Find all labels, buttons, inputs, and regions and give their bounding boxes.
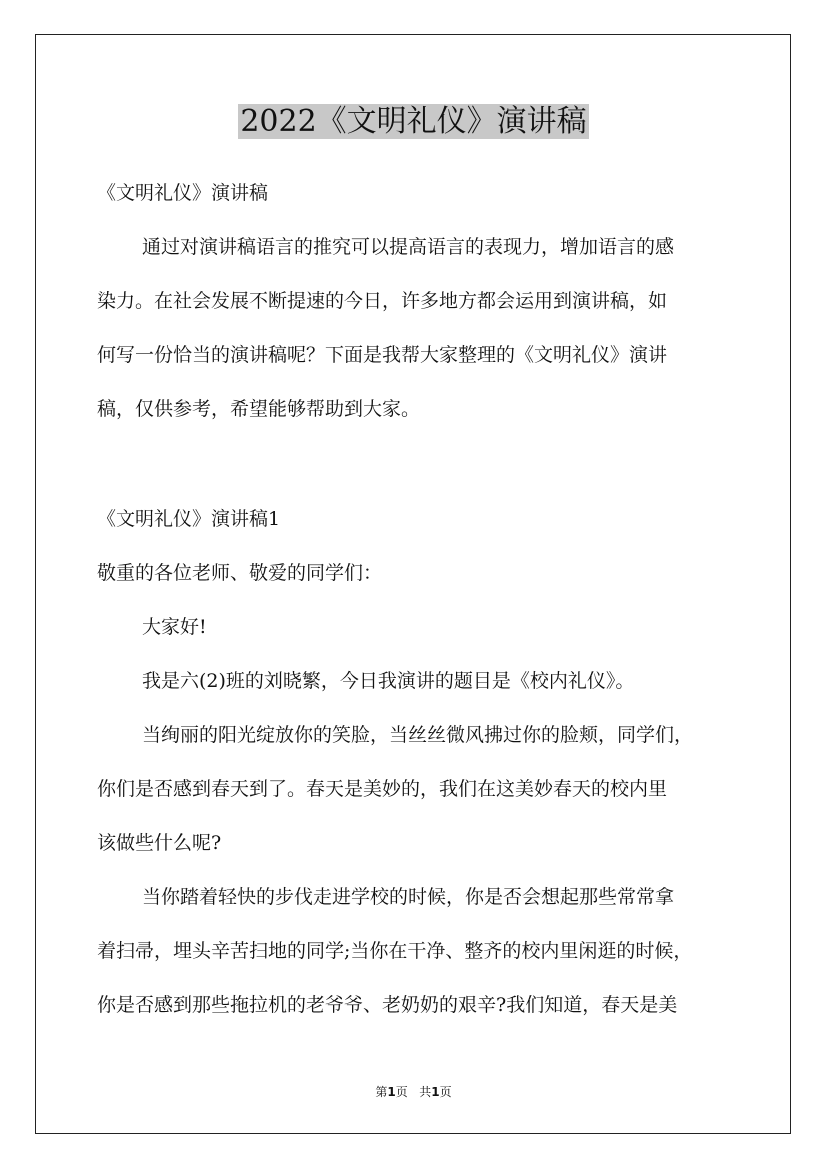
self-introduction: 我是六(2)班的刘晓繁，今日我演讲的题目是《校内礼仪》。	[142, 670, 635, 692]
page-prefix: 第	[375, 1085, 388, 1099]
greeting: 大家好!	[142, 616, 207, 638]
paragraph-line: 该做些什么呢?	[97, 832, 222, 854]
document-body	[97, 173, 737, 1039]
total-suffix: 页	[439, 1085, 452, 1099]
intro-line: 通过对演讲稿语言的推究可以提高语言的表现力，增加语言的感	[142, 236, 675, 258]
paragraph-line: 你是否感到那些拖拉机的老爷爷、老奶奶的艰辛?我们知道，春天是美	[97, 994, 678, 1016]
page-footer	[0, 1083, 827, 1100]
intro-line: 稿，仅供参考，希望能够帮助到大家。	[97, 398, 421, 420]
paragraph-line: 当你踏着轻快的步伐走进学校的时候，你是否会想起那些常常拿	[142, 886, 675, 908]
intro-line: 染力。在社会发展不断提速的今日，许多地方都会运用到演讲稿，如	[97, 290, 668, 312]
document-subtitle: 《文明礼仪》演讲稿	[97, 182, 269, 204]
section-heading: 《文明礼仪》演讲稿1	[97, 508, 281, 530]
page-number: 1	[387, 1085, 396, 1099]
page-suffix: 页	[395, 1085, 408, 1099]
paragraph-line: 着扫帚，埋头辛苦扫地的同学;当你在干净、整齐的校内里闲逛的时候，	[97, 940, 693, 962]
paragraph-gap	[97, 443, 737, 499]
paragraph-line: 你们是否感到春天到了。春天是美妙的，我们在这美妙春天的校内里	[97, 778, 668, 800]
intro-line: 何写一份恰当的演讲稿呢？下面是我帮大家整理的《文明礼仪》演讲	[97, 344, 668, 366]
document-title-text: 2022《文明礼仪》演讲稿	[240, 104, 587, 139]
total-pages: 1	[431, 1085, 440, 1099]
paragraph-line: 当绚丽的阳光绽放你的笑脸，当丝丝微风拂过你的脸颊，同学们，	[142, 724, 694, 746]
salutation: 敬重的各位老师、敬爱的同学们：	[97, 562, 383, 584]
document-title	[0, 100, 827, 144]
total-prefix: 共	[419, 1085, 432, 1099]
